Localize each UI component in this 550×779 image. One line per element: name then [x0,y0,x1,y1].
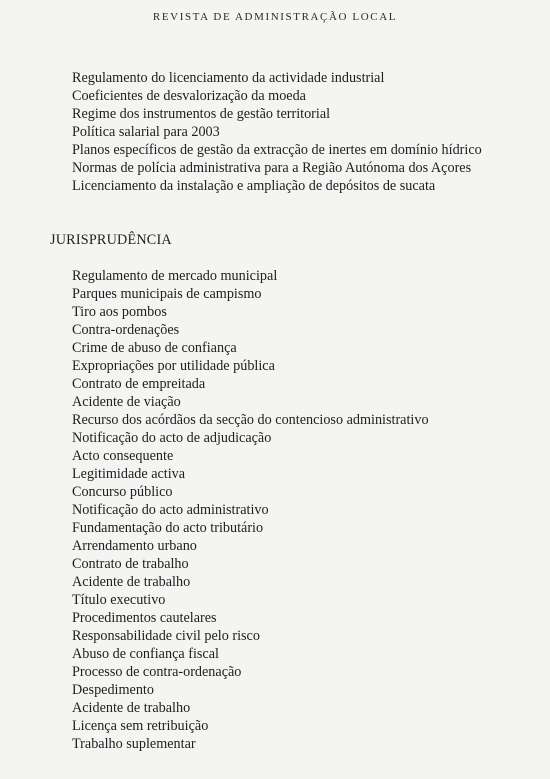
list-item: Parques municipais de campismo [72,286,262,302]
list-item: Licença sem retribuição [72,718,209,734]
list-item: Acidente de trabalho [72,700,191,716]
list-item: Política salarial para 2003 [72,124,220,140]
list-item: Licenciamento da instalação e ampliação de depósitos de sucata [72,178,436,194]
list-item: Fundamentação do acto tributário [72,520,264,536]
list-item: Acto consequente [72,448,174,464]
list-item: Legitimidade activa [72,466,186,482]
list-item: Recurso dos acórdãos da secção do contencioso administrativo [72,412,429,428]
list-item: Contra-ordenações [72,322,180,338]
list-item: Trabalho suplementar [72,736,196,752]
list-item: Regime dos instrumentos de gestão territorial [72,106,331,122]
list-item: Responsabilidade civil pelo risco [72,628,260,644]
list-item: Notificação do acto administrativo [72,502,269,518]
jurisprudence-heading: JURISPRUDÊNCIA [50,232,172,248]
list-item: Regulamento de mercado municipal [72,268,278,284]
jurisprudence-list [72,267,429,753]
list-item: Notificação do acto de adjudicação [72,430,272,446]
list-item: Contrato de trabalho [72,556,189,572]
list-item: Processo de contra-ordenação [72,664,242,680]
list-item: Planos específicos de gestão da extracção de inertes em domínio hídrico [72,142,482,158]
list-item: Coeficientes de desvalorização da moeda [72,88,306,104]
list-item: Arrendamento urbano [72,538,197,554]
list-item: Normas de polícia administrativa para a Região Autónoma dos Açores [72,160,472,176]
list-item: Tiro aos pombos [72,304,167,320]
running-header: REVISTA DE ADMINISTRAÇÃO LOCAL [152,11,398,23]
list-item: Crime de abuso de confiança [72,340,237,356]
list-item: Despedimento [72,682,154,698]
list-item: Regulamento do licenciamento da actividade industrial [72,70,385,86]
list-item: Acidente de trabalho [72,574,191,590]
list-item: Expropriações por utilidade pública [72,358,275,374]
list-item: Título executivo [72,592,166,608]
list-item: Acidente de viação [72,394,181,410]
list-item: Contrato de empreitada [72,376,206,392]
list-item: Abuso de confiança fiscal [72,646,219,662]
legislation-list [72,69,482,195]
list-item: Concurso público [72,484,173,500]
list-item: Procedimentos cautelares [72,610,217,626]
